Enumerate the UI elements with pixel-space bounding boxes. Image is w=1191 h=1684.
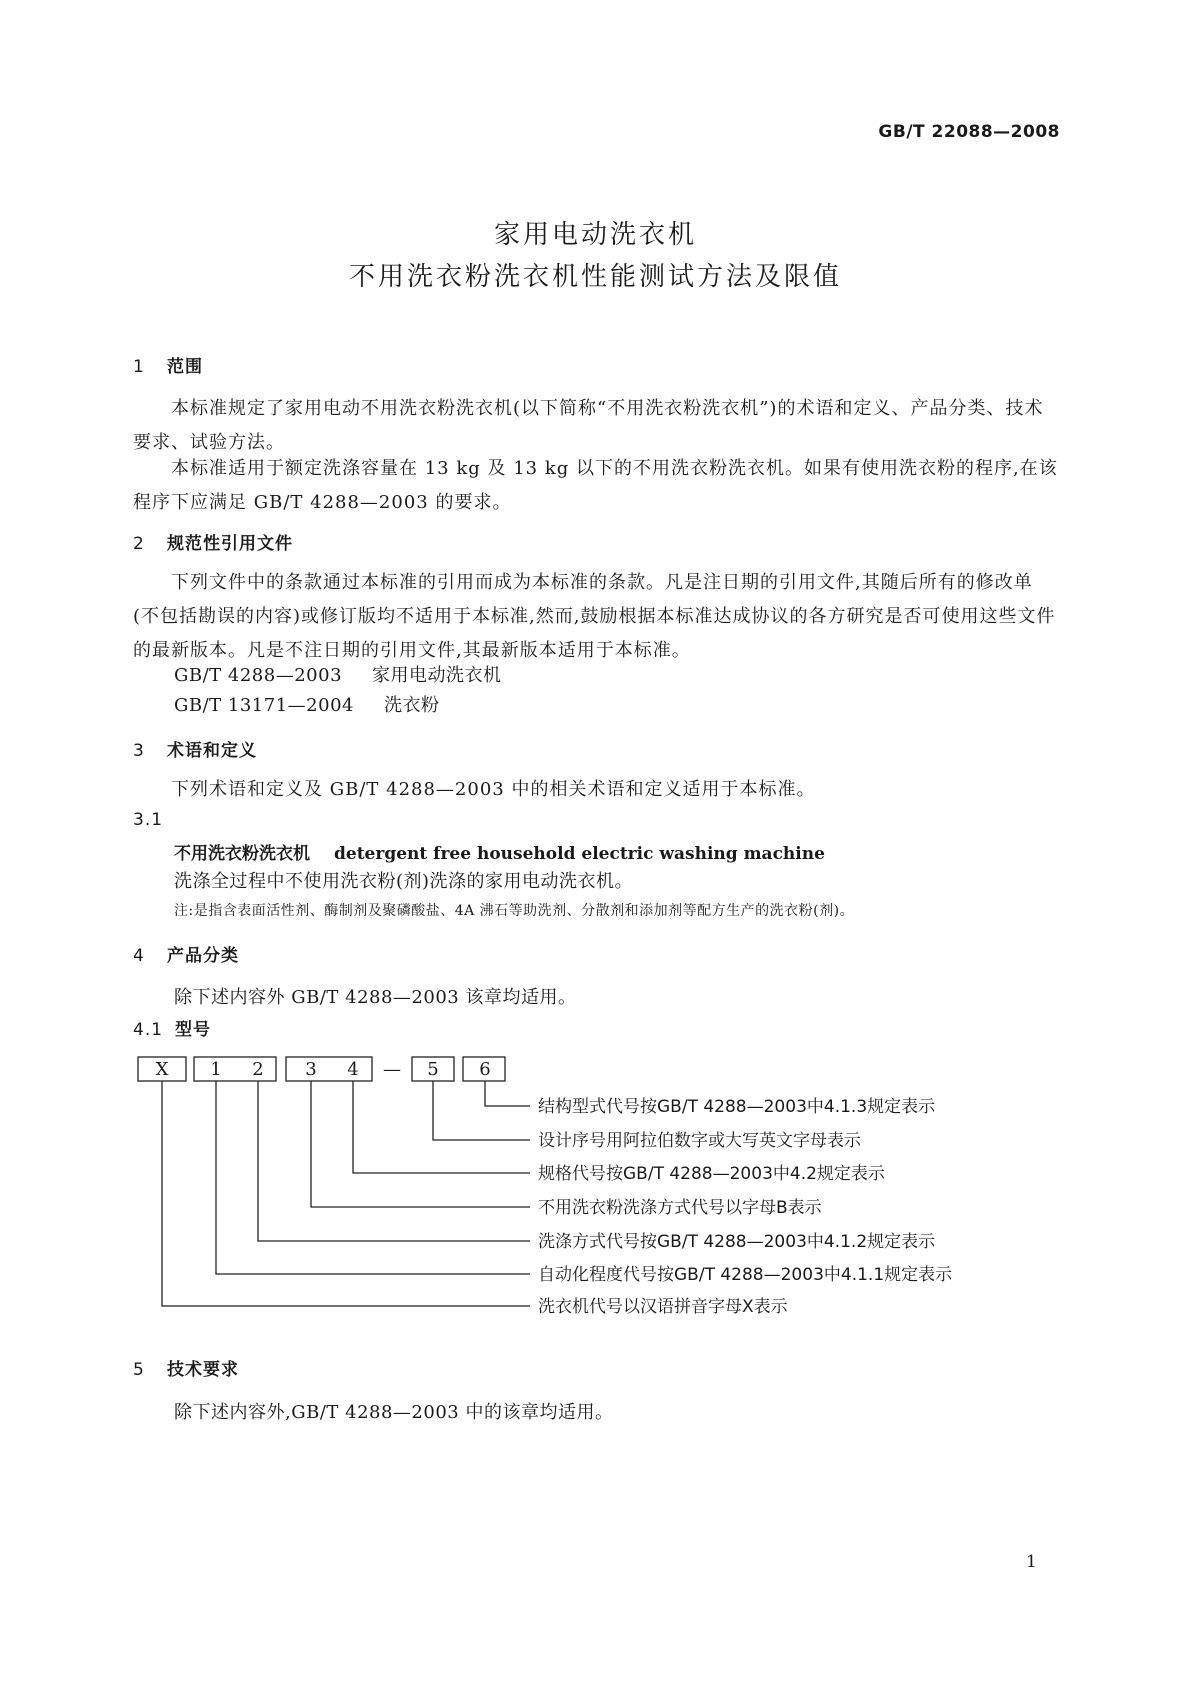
box-char-4: 4 — [347, 1059, 359, 1080]
section-title: 技术要求 — [167, 1360, 239, 1380]
code-description: 设计序号用阿拉伯数字或大写英文字母表示 — [538, 1131, 861, 1151]
box-char-1: 1 — [210, 1059, 222, 1080]
section-3-paragraph-1: 下列术语和定义及 GB/T 4288—2003 中的相关术语和定义适用于本标准。 — [171, 779, 816, 800]
document-title-line1: 家用电动洗衣机 — [493, 220, 697, 250]
leader-line — [353, 1081, 530, 1173]
box-char-2: 2 — [252, 1059, 264, 1080]
box-char-3: 3 — [305, 1059, 317, 1080]
document-title-line2: 不用洗衣粉洗衣机性能测试方法及限值 — [348, 262, 842, 292]
code-description: 洗衣机代号以汉语拼音字母X表示 — [538, 1297, 788, 1317]
box-3-4 — [286, 1057, 372, 1081]
subsection-title: 型号 — [175, 1020, 211, 1040]
box-char-6: 6 — [479, 1059, 491, 1080]
reference-name: 洗衣粉 — [383, 695, 440, 716]
term-definition: 洗涤全过程中不使用洗衣粉(剂)洗涤的家用电动洗衣机。 — [174, 871, 634, 892]
section-number: 1 — [133, 357, 145, 377]
section-5-heading — [133, 1355, 239, 1380]
leader-line — [433, 1081, 530, 1140]
leader-line — [258, 1081, 530, 1241]
section-number: 3 — [133, 741, 145, 761]
section-title: 规范性引用文件 — [167, 534, 293, 554]
section-number: 2 — [133, 534, 145, 554]
leader-line — [216, 1081, 530, 1274]
page-number: 1 — [1026, 1552, 1037, 1572]
reference-name: 家用电动洗衣机 — [372, 665, 502, 686]
term-english: detergent free household electric washing machine — [334, 844, 825, 864]
section-1-paragraph-2: 本标准适用于额定洗涤容量在 13 kg 及 13 kg 以下的不用洗衣粉洗衣机。如果有使用洗衣粉的程序,在该程序下应满足 GB/T 4288—2003 的要求。 — [133, 458, 1058, 513]
section-1-paragraph-1: 本标准规定了家用电动不用洗衣粉洗衣机(以下简称“不用洗衣粉洗衣机”)的术语和定义、产品分类、技术要求、试验方法。 — [133, 398, 1044, 453]
leader-line — [311, 1081, 530, 1207]
code-description: 规格代号按GB/T 4288—2003中4.2规定表示 — [538, 1164, 885, 1184]
code-description: 洗涤方式代号按GB/T 4288—2003中4.1.2规定表示 — [538, 1232, 936, 1252]
standard-code: GB/T 22088—2008 — [878, 122, 1060, 142]
section-title: 范围 — [167, 357, 203, 377]
code-description: 自动化程度代号按GB/T 4288—2003中4.1.1规定表示 — [538, 1265, 953, 1285]
box-dash: — — [383, 1059, 401, 1080]
reference-code: GB/T 4288—2003 — [174, 665, 343, 686]
section-title: 术语和定义 — [167, 741, 257, 761]
term-chinese: 不用洗衣粉洗衣机 — [174, 844, 310, 864]
subsection-3-1-number: 3.1 — [133, 810, 164, 830]
section-number: 5 — [133, 1360, 145, 1380]
section-number: 4 — [133, 946, 145, 966]
leader-line — [162, 1081, 530, 1306]
leader-line — [485, 1081, 530, 1106]
section-title: 产品分类 — [167, 946, 239, 966]
subsection-number: 4.1 — [133, 1020, 164, 1040]
section-2-paragraph-1: 下列文件中的条款通过本标准的引用而成为本标准的条款。凡是注日期的引用文件,其随后所有的修改单(不包括勘误的内容)或修订版均不适用于本标准,然而,鼓励根据本标准达成协议的各方研究是否可使用这些文件的最新版本。凡是不注日期的引用文件,其最新版本适用于本标准。 — [133, 572, 1056, 661]
term-note: 注:是指含表面活性剂、酶制剂及聚磷酸盐、4A 沸石等助洗剂、分散剂和添加剂等配方生产的洗衣粉(剂)。 — [174, 903, 855, 919]
box-char-x: X — [155, 1059, 169, 1080]
section-4-paragraph-1: 除下述内容外 GB/T 4288—2003 该章均适用。 — [174, 987, 577, 1008]
box-char-5: 5 — [427, 1059, 439, 1080]
code-description: 结构型式代号按GB/T 4288—2003中4.1.3规定表示 — [538, 1097, 936, 1117]
code-description: 不用洗衣粉洗涤方式代号以字母B表示 — [538, 1198, 822, 1218]
section-5-paragraph-1: 除下述内容外,GB/T 4288—2003 中的该章均适用。 — [174, 1402, 614, 1423]
reference-code: GB/T 13171—2004 — [174, 695, 354, 716]
